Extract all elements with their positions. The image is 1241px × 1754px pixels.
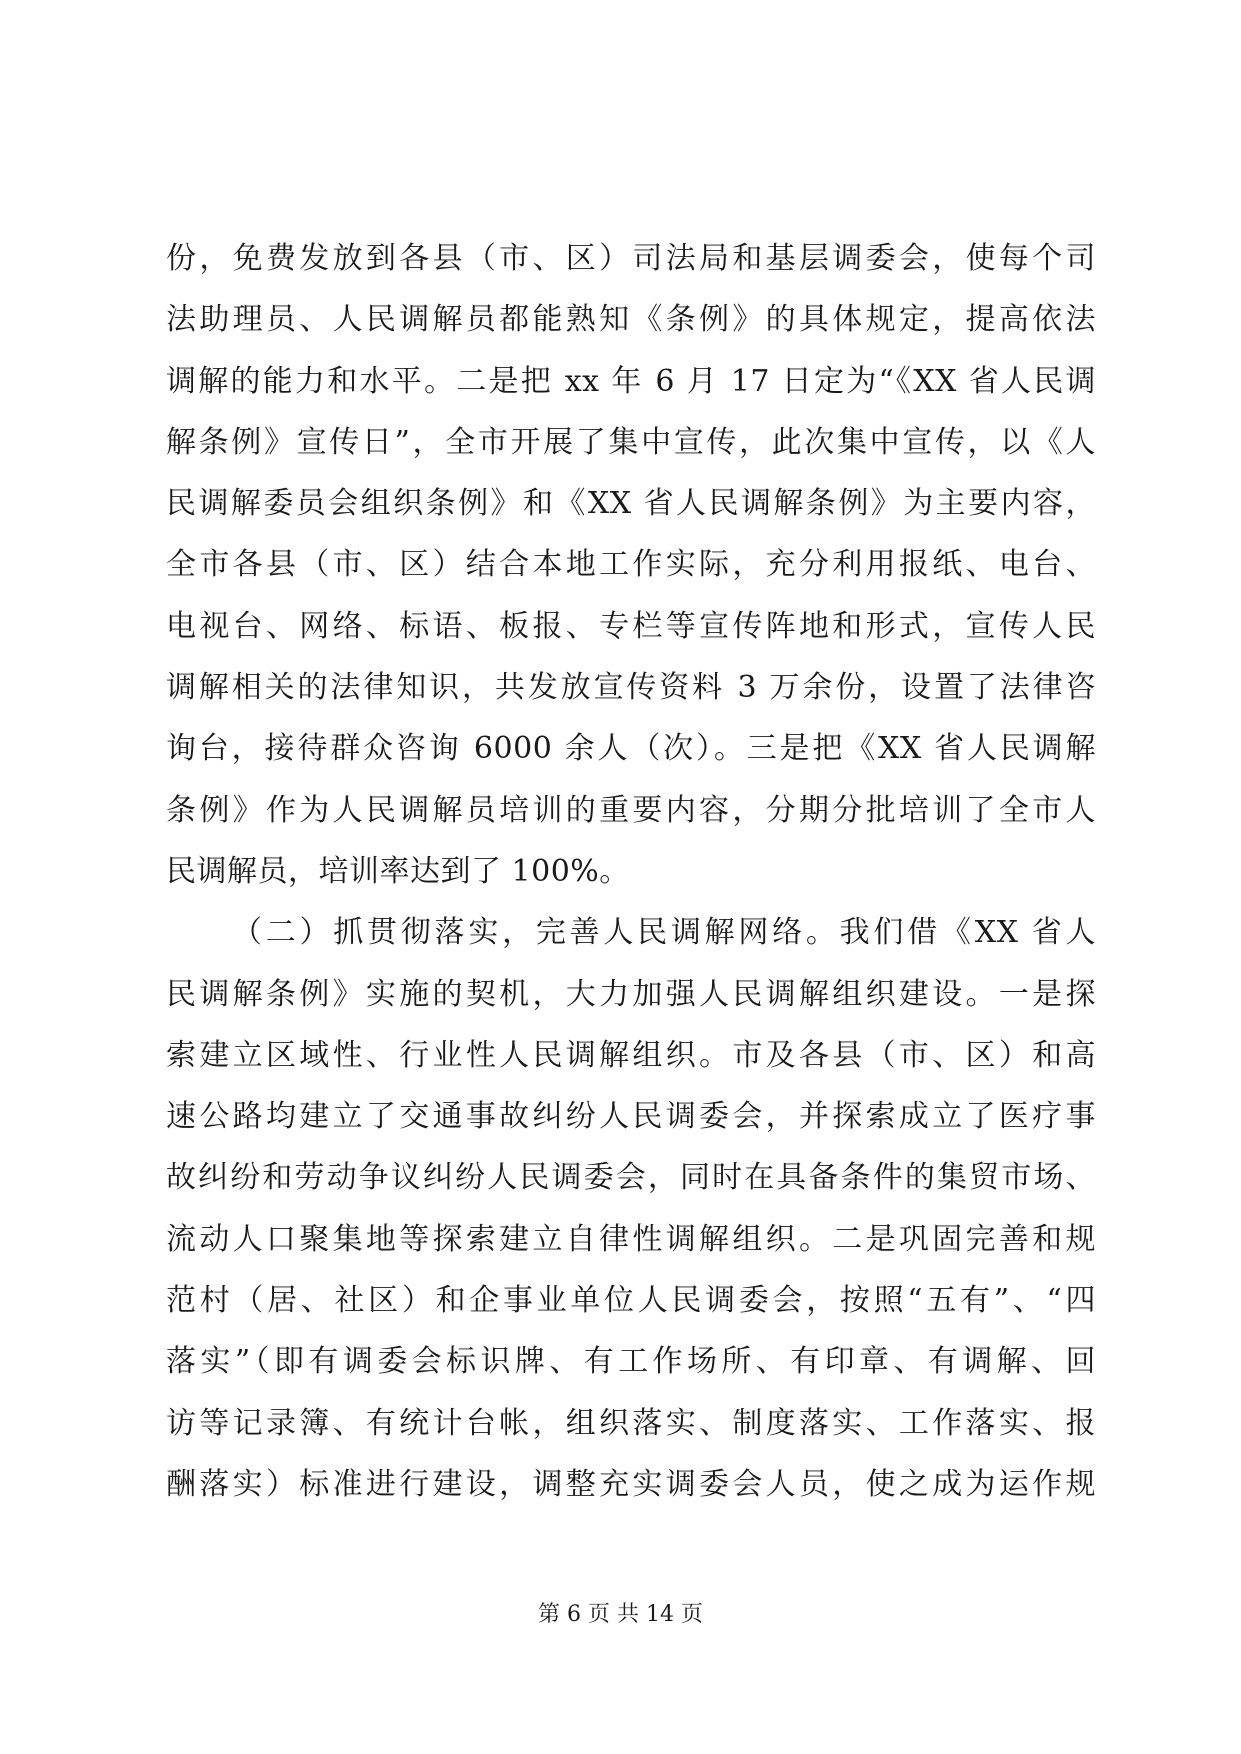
text-line: 酬落实）标准进行建设，调整充实调委会人员，使之成为运作规 [166,1466,1096,1502]
text-line: 落实”（即有调委会标识牌、有工作场所、有印章、有调解、回 [166,1344,1096,1380]
text-line: 索建立区域性、行业性人民调解组织。市及各县（市、区）和高 [166,1037,1096,1073]
paragraph-end-line: 民调解员，培训率达到了 100%。 [166,853,630,889]
text-line: 范村（居、社区）和企事业单位人民调委会，按照“五有”、“四 [166,1283,1096,1319]
text-line: 份，免费发放到各县（市、区）司法局和基层调委会，使每个司 [166,241,1096,276]
text-line: 解条例》宣传日”，全市开展了集中宣传，此次集中宣传，以《人 [166,424,1096,460]
text-line: 民调解委员会组织条例》和《XX 省人民调解条例》为主要内容， [166,486,1096,522]
text-line: 询台，接待群众咨询 6000 余人（次）。三是把《XX 省人民调解 [166,731,1096,767]
text-line: 条例》作为人民调解员培训的重要内容，分期分批培训了全市人 [166,792,1096,828]
text-line: 故纠纷和劳动争议纠纷人民调委会，同时在具备条件的集贸市场、 [166,1160,1096,1196]
text-line: 法助理员、人民调解员都能熟知《条例》的具体规定，提高依法 [166,302,1096,338]
text-line: 流动人口聚集地等探索建立自律性调解组织。二是巩固完善和规 [166,1221,1096,1257]
text-line: 调解的能力和水平。二是把 xx 年 6 月 17 日定为“《XX 省人民调 [166,363,1096,399]
text-line: 调解相关的法律知识，共发放宣传资料 3 万余份，设置了法律咨 [166,670,1096,706]
text-line: 全市各县（市、区）结合本地工作实际，充分利用报纸、电台、 [166,547,1096,583]
text-line: 民调解条例》实施的契机，大力加强人民调解组织建设。一是探 [166,976,1096,1012]
text-line: 访等记录簿、有统计台帐，组织落实、制度落实、工作落实、报 [166,1405,1096,1441]
text-line: 速公路均建立了交通事故纠纷人民调委会，并探索成立了医疗事 [166,1099,1096,1135]
page-number-footer: 第 6 页 共 14 页 [538,1602,703,1627]
text-line: 电视台、网络、标语、板报、专栏等宣传阵地和形式，宣传人民 [166,608,1096,644]
paragraph-start-line: （二）抓贯彻落实，完善人民调解网络。我们借《XX 省人 [232,915,1096,951]
body-text [166,228,1096,1515]
